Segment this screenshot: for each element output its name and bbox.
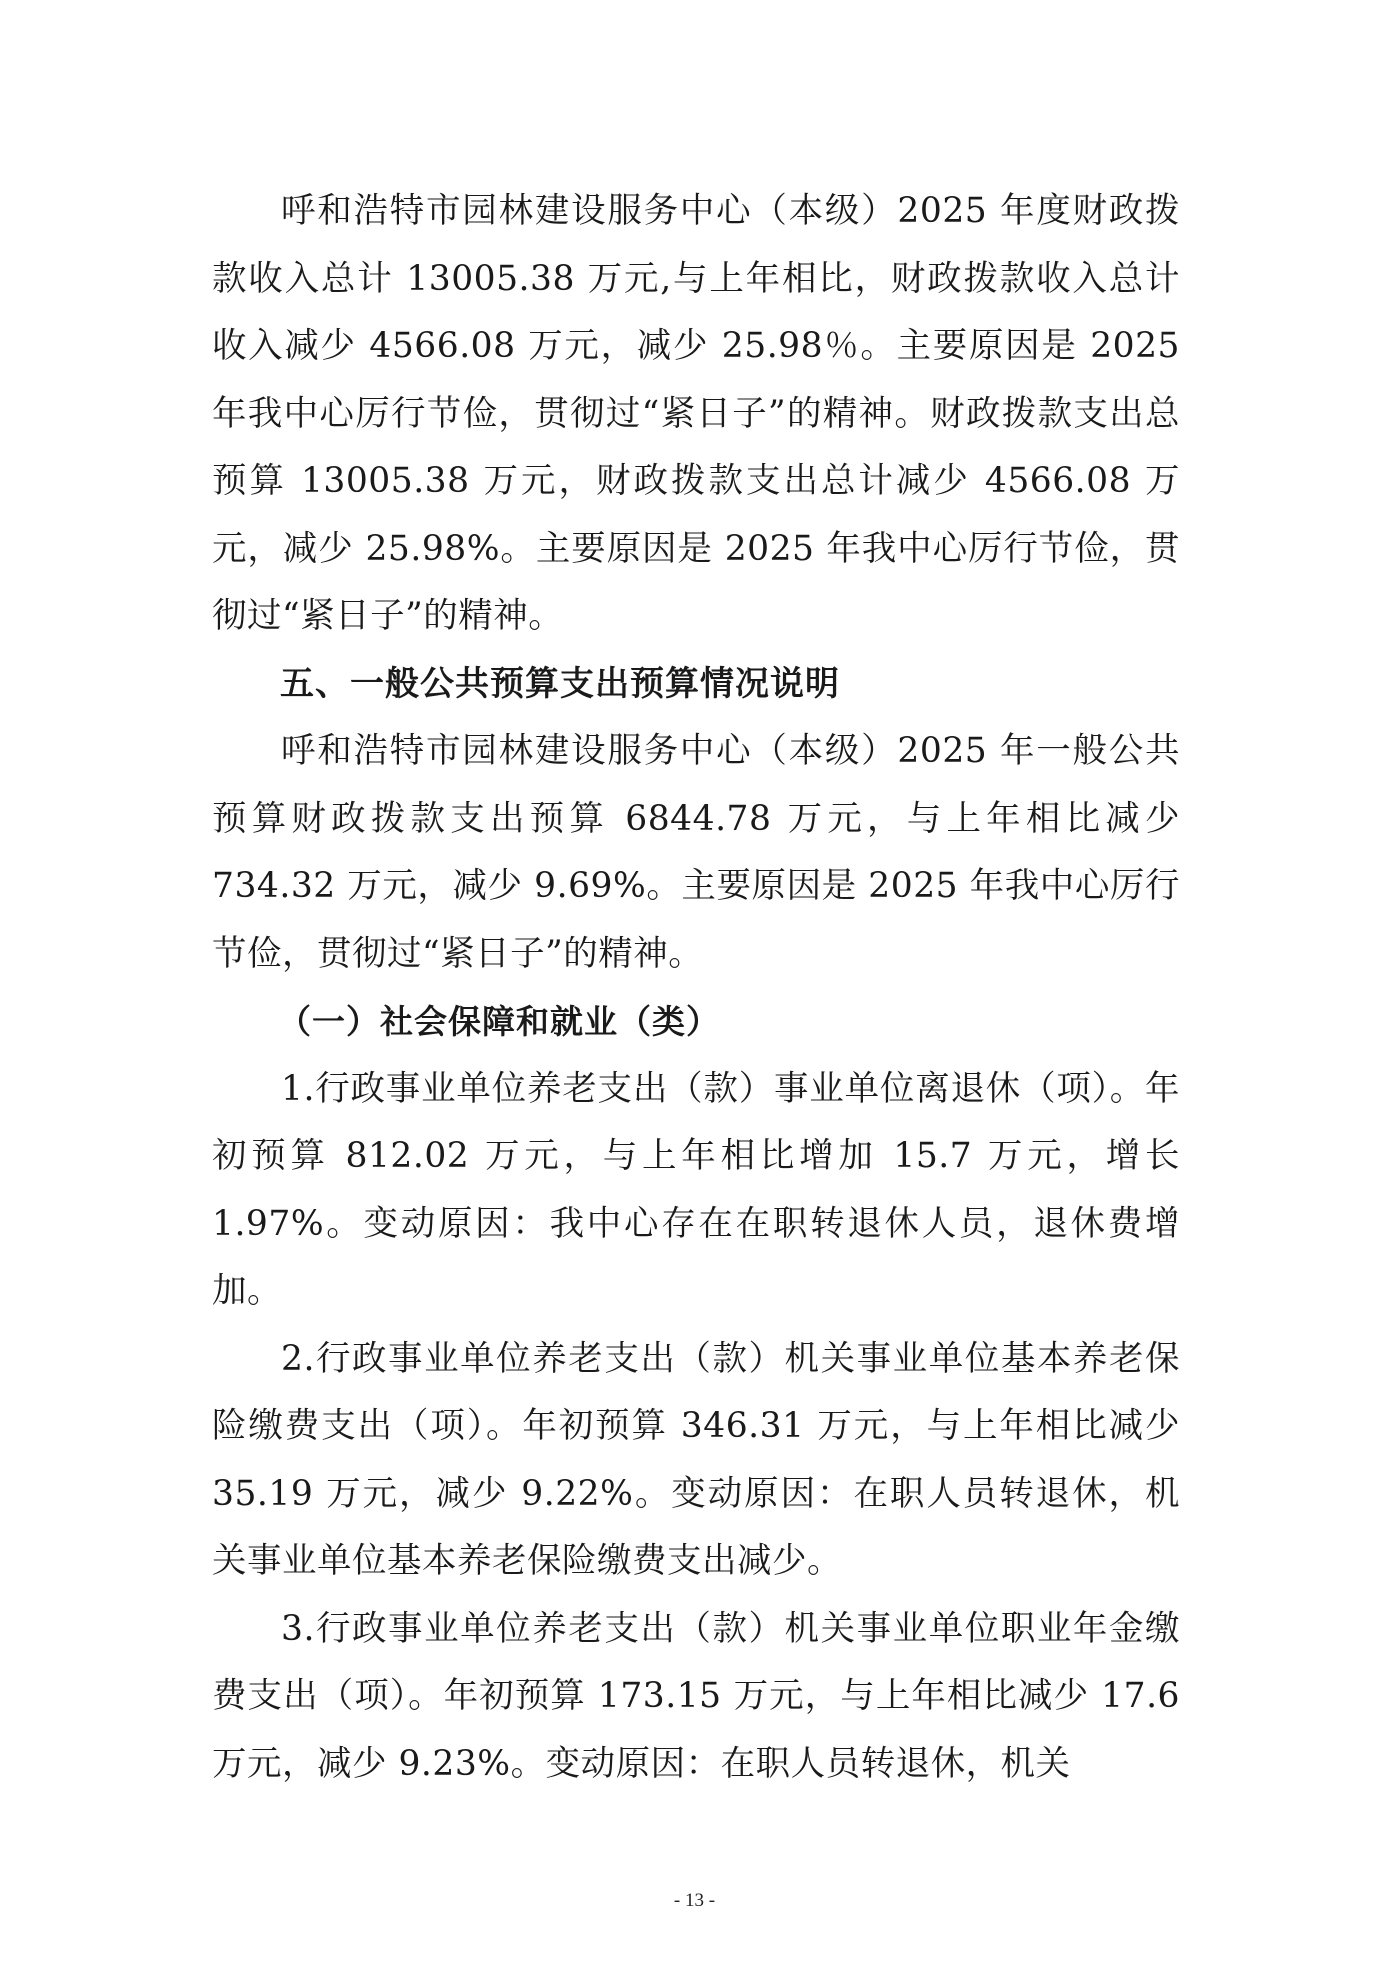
paragraph-item-retirement: 1.行政事业单位养老支出（款）事业单位离退休（项）。年初预算 812.02 万元，与上年相比增加 15.7 万元，增长 1.97%。变动原因：我中心存在在职转退休人员，退休费增加。 — [212, 1068, 1180, 1311]
paragraph-item-occupational-annuity: 3.行政事业单位养老支出（款）机关事业单位职业年金缴费支出（项）。年初预算 173.15 万元，与上年相比减少 17.6 万元，减少 9.23%。变动原因：在职人员转退休，机关 — [212, 1608, 1180, 1784]
subsection-heading-social-security: （一）社会保障和就业（类） — [278, 1002, 720, 1041]
paragraph-fiscal-revenue-summary: 呼和浩特市园林建设服务中心（本级）2025 年度财政拨款收入总计 13005.38 万元,与上年相比，财政拨款收入总计收入减少 4566.08 万元，减少 25.98％。主要原因是 2025 年我中心厉行节俭，贯彻过“紧日子”的精神。财政拨款支出总预算 13005.38 万元，财政拨款支出总计减少 4566.08 万元，减少 25.98%。主要原因是 2025 年我中心厉行节俭，贯彻过“紧日子”的精神。 — [212, 191, 1180, 636]
paragraph-general-budget-summary: 呼和浩特市园林建设服务中心（本级）2025 年一般公共预算财政拨款支出预算 6844.78 万元，与上年相比减少 734.32 万元，减少 9.69%。主要原因是 2025 年我中心厉行节俭，贯彻过“紧日子”的精神。 — [212, 731, 1180, 974]
page-number: - 13 - — [673, 1890, 716, 1911]
document-body — [212, 178, 1180, 1798]
paragraph-item-basic-pension: 2.行政事业单位养老支出（款）机关事业单位基本养老保险缴费支出（项）。年初预算 346.31 万元，与上年相比减少 35.19 万元，减少 9.22%。变动原因：在职人员转退休，机关事业单位基本养老保险缴费支出减少。 — [212, 1338, 1180, 1581]
section-heading-general-budget: 五、一般公共预算支出预算情况说明 — [280, 663, 840, 704]
